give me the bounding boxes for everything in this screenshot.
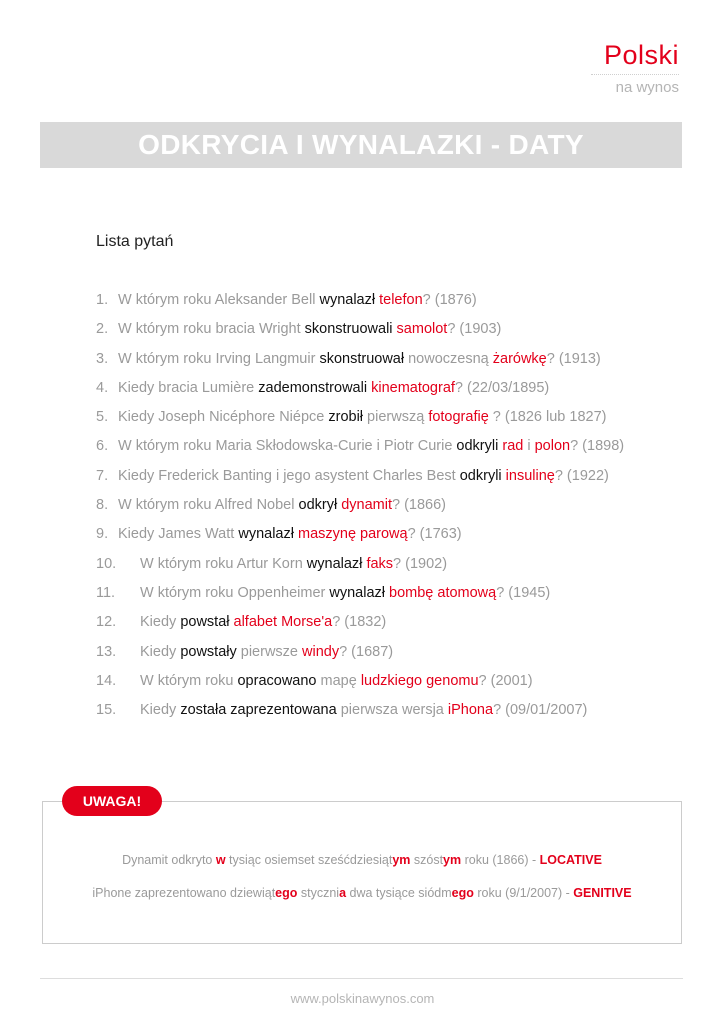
question-number: 2.	[96, 321, 109, 338]
question-number: 12.	[96, 614, 117, 631]
question-item	[96, 378, 696, 407]
question-answer: ? (22/03/1895)	[454, 379, 550, 396]
question-verb: zrobił	[328, 409, 364, 426]
question-number: 5.	[96, 409, 109, 426]
note-text: roku (1866) -	[461, 853, 540, 867]
question-keyword: rad	[502, 438, 524, 455]
note-text: styczni	[297, 886, 340, 900]
question-text: Kiedy James Watt	[118, 526, 239, 543]
question-keyword: ludzkiego genomu	[360, 672, 479, 689]
question-verb: powstały	[180, 643, 237, 660]
note-text: iPhone zaprezentowano dziewiąt	[92, 886, 276, 900]
question-answer: ? (1903)	[447, 321, 502, 338]
note-box	[42, 801, 682, 944]
question-item	[96, 642, 696, 671]
note-text: Dynamit odkryto	[122, 853, 216, 867]
question-verb: skonstruował	[319, 350, 405, 367]
question-item	[96, 612, 696, 641]
question-keyword: dynamit	[341, 497, 392, 514]
question-item	[96, 671, 696, 700]
question-item	[96, 554, 696, 583]
note-highlight: w	[215, 853, 226, 867]
note-highlight: ym	[443, 853, 462, 867]
question-verb: powstał	[180, 614, 230, 631]
question-answer: ? (1687)	[339, 643, 394, 660]
question-keyword: windy	[302, 643, 340, 660]
question-item	[96, 700, 696, 729]
question-verb: zademonstrowali	[258, 379, 368, 396]
question-answer: ? (1945)	[496, 584, 551, 601]
question-number: 4.	[96, 379, 109, 396]
footer-url[interactable]: www.polskinawynos.com	[290, 991, 435, 1006]
question-text: W którym roku Irving Langmuir	[118, 350, 320, 367]
question-answer: ? (1898)	[570, 438, 625, 455]
question-text: pierwsze	[236, 643, 303, 660]
question-text: W którym roku Maria Skłodowska-Curie i Piotr Curie	[118, 438, 457, 455]
question-item	[96, 495, 696, 524]
question-verb: wynalazł	[319, 292, 376, 308]
question-keyword: insulinę	[505, 467, 555, 484]
logo-wordmark: Polski	[603, 40, 679, 70]
question-number: 6.	[96, 438, 109, 455]
question-text: pierwszą	[363, 409, 429, 426]
case-label: LOCATIVE	[539, 853, 602, 867]
question-number: 10.	[96, 555, 117, 572]
question-verb: skonstruowali	[304, 321, 393, 338]
question-keyword: żarówkę	[492, 350, 547, 367]
question-answer: ? (2001)	[478, 672, 533, 689]
section-heading: Lista pytań	[96, 233, 174, 250]
question-item	[96, 407, 696, 436]
question-text: Kiedy	[140, 702, 181, 719]
question-answer: ? (1902)	[393, 555, 448, 572]
question-number: 11.	[96, 584, 116, 601]
note-text: tysiąc osiemset sześćdziesiąt	[225, 853, 393, 867]
question-text: i	[523, 438, 535, 455]
question-keyword: faks	[366, 555, 394, 572]
question-number: 14.	[96, 672, 117, 689]
question-text: W którym roku	[140, 672, 238, 689]
question-verb: wynalazł	[306, 555, 363, 572]
question-keyword: maszynę parową	[297, 526, 408, 543]
question-text: Kiedy bracia Lumière	[118, 379, 259, 396]
footer-divider	[40, 978, 683, 979]
logo-divider	[591, 74, 679, 75]
question-text: W którym roku bracia Wright	[118, 321, 305, 338]
question-number: 8.	[96, 497, 109, 514]
question-number: 13.	[96, 643, 117, 660]
question-text: W którym roku Artur Korn	[140, 555, 307, 572]
note-highlight: a	[339, 886, 347, 900]
question-text: pierwsza wersja	[336, 702, 448, 719]
note-line-genitive	[42, 886, 682, 900]
question-keyword: iPhona	[447, 702, 494, 719]
question-verb: odkryli	[456, 438, 499, 455]
question-text: Kiedy	[140, 643, 181, 660]
question-number: 9.	[96, 526, 109, 543]
question-keyword: alfabet Morse'a	[233, 614, 333, 631]
question-verb: opracowano	[237, 672, 317, 689]
note-text: dwa tysiące siódm	[346, 886, 452, 900]
question-text: mapę	[316, 672, 361, 689]
note-highlight: ego	[275, 886, 298, 900]
question-keyword: fotografię	[428, 409, 489, 426]
question-answer: ? (1876)	[422, 292, 477, 308]
question-item	[96, 349, 696, 378]
question-number: 15.	[96, 702, 117, 719]
question-answer: ? (1922)	[554, 467, 609, 484]
logo	[569, 40, 679, 97]
question-answer: ? (09/01/2007)	[493, 702, 588, 719]
question-keyword: kinematograf	[371, 379, 455, 396]
question-number: 7.	[96, 467, 109, 484]
question-verb: wynalazł	[329, 584, 385, 601]
question-item	[96, 319, 696, 348]
title-bar	[40, 122, 682, 168]
question-number: 1.	[96, 292, 109, 308]
question-keyword: samolot	[396, 321, 448, 338]
question-verb: odkryli	[459, 467, 502, 484]
question-answer: ? (1913)	[546, 350, 601, 367]
question-item	[96, 524, 696, 553]
note-text: roku (9/1/2007) -	[473, 886, 574, 900]
question-item	[96, 466, 696, 495]
question-item	[96, 290, 696, 319]
question-answer: ? (1763)	[407, 526, 462, 543]
question-text: W którym roku Alfred Nobel	[118, 497, 299, 514]
note-text: szóst	[410, 853, 444, 867]
question-text: W którym roku Aleksander Bell	[118, 292, 320, 308]
question-item	[96, 583, 696, 612]
question-answer: ? (1866)	[392, 497, 447, 514]
question-text: Kiedy Frederick Banting i jego asystent Charles Best	[118, 467, 460, 484]
question-answer: ? (1832)	[332, 614, 387, 631]
question-item	[96, 436, 696, 465]
question-answer: ? (1826 lub 1827)	[488, 409, 607, 426]
note-highlight: ego	[451, 886, 474, 900]
question-list	[96, 290, 696, 729]
question-text: W którym roku Oppenheimer	[140, 584, 330, 601]
question-verb: wynalazł	[238, 526, 294, 543]
question-verb: została zaprezentowana	[180, 702, 337, 719]
question-text: Kiedy Joseph Nicéphore Niépce	[118, 409, 329, 426]
note-line-locative	[42, 853, 682, 867]
logo-tagline: na wynos	[615, 79, 679, 96]
question-number: 3.	[96, 350, 109, 367]
note-highlight: ym	[392, 853, 411, 867]
question-keyword: polon	[534, 438, 571, 455]
question-verb: odkrył	[298, 497, 338, 514]
page-title: ODKRYCIA I WYNALAZKI - DATY	[138, 129, 584, 160]
question-text: Kiedy	[140, 614, 181, 631]
question-keyword: telefon	[379, 292, 423, 308]
question-keyword: bombę atomową	[389, 584, 497, 601]
warning-badge: UWAGA!	[62, 786, 162, 816]
question-text: nowoczesną	[404, 350, 493, 367]
case-label: GENITIVE	[573, 886, 632, 900]
